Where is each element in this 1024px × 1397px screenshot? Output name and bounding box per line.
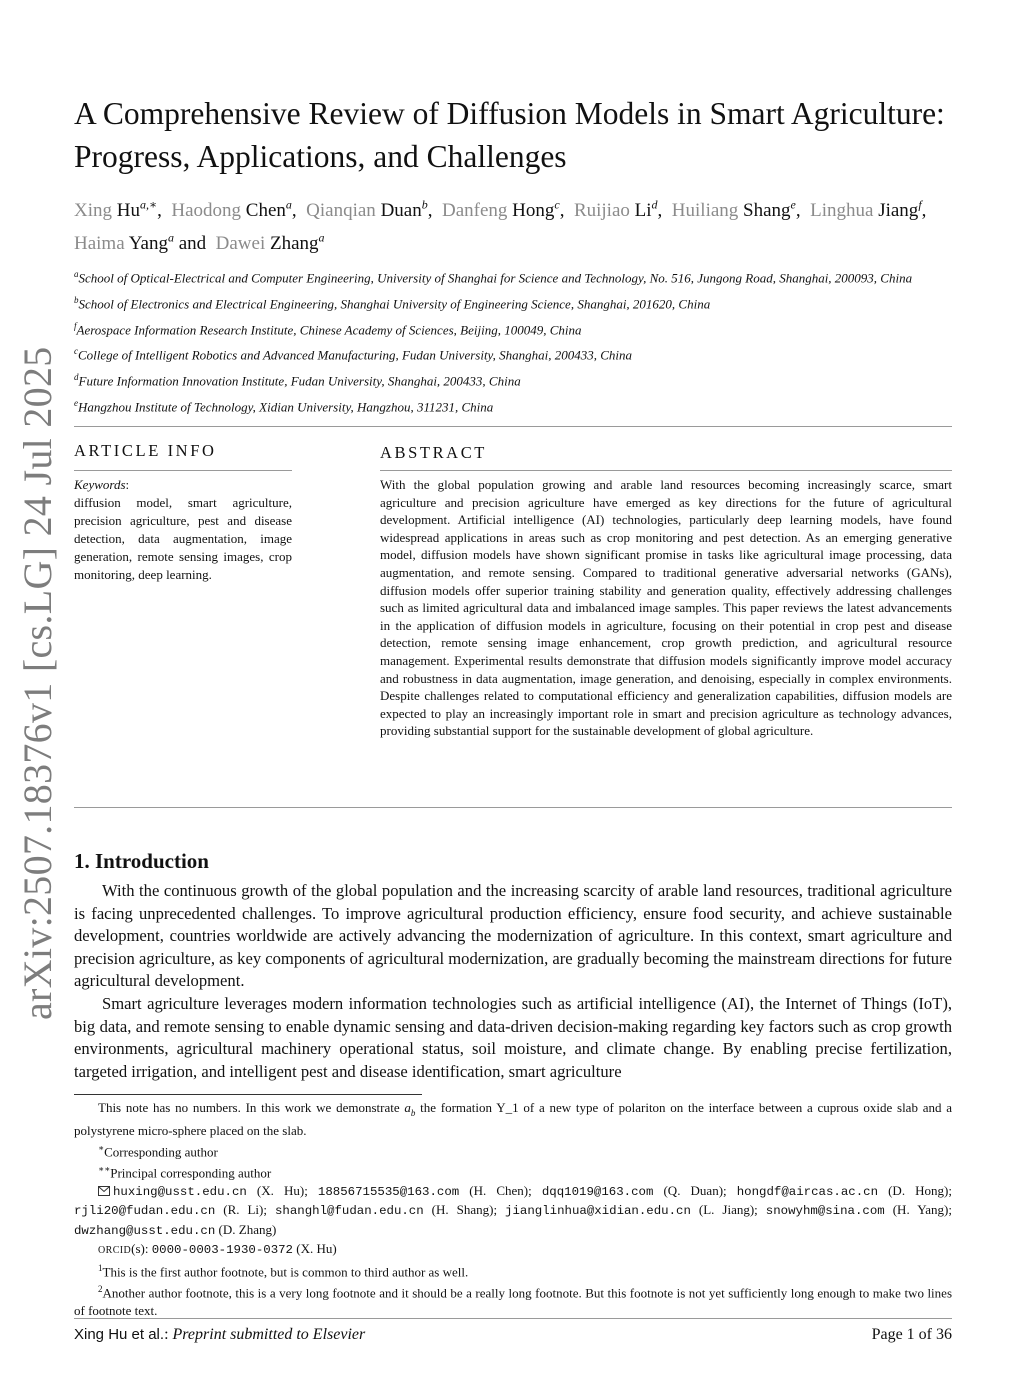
- email-link[interactable]: hongdf@aircas.ac.cn: [736, 1184, 879, 1199]
- article-info-heading: ARTICLE INFO: [74, 441, 217, 460]
- author-name: Haima Yang$^a$ and: [74, 230, 207, 254]
- author-name: Qianqian Duan$^b$,: [306, 198, 433, 222]
- footnotes: [74, 1099, 952, 1319]
- abstract-bottom-divider: [74, 807, 952, 808]
- affiliation: $^a$School of Optical-Electrical and Computer Engineering, University of Shanghai for Science and Technology, No. 516, Jungong Road, Shanghai, 200093, China: [74, 269, 913, 286]
- affiliation: $^f$Aerospace Information Research Institute, Chinese Academy of Sciences, Beijing, 100049, China: [74, 320, 582, 337]
- email-link[interactable]: huxing@usst.edu.cn: [113, 1184, 247, 1199]
- email-link[interactable]: dwzhang@usst.edu.cn: [74, 1223, 216, 1238]
- email-link[interactable]: 18856715535@163.com: [317, 1184, 460, 1199]
- affiliation-list: [74, 265, 954, 420]
- header-divider: [74, 426, 952, 427]
- email-link[interactable]: snowyhm@sina.com: [765, 1204, 885, 1219]
- author-name: Dawei Zhang$^a$: [215, 230, 325, 254]
- intro-paragraph: Smart agriculture leverages modern information technologies such as artificial intelligence (AI), the Internet of Things (IoT), big data, and remote sensing to enable dynamic sensing and data-driven decision-making regarding key factors such as crop growth environments, agricultural machinery operational status, soil moisture, and climate change. By enabling precise fertilization, targeted irrigation, and intelligent pest and disease identification, smart agriculture: [74, 993, 952, 1081]
- arxiv-identifier-stamp: arXiv:2507.18376v1 [cs.LG] 24 Jul 2025: [15, 346, 60, 1020]
- footer-divider: [74, 1318, 952, 1319]
- envelope-icon: [98, 1186, 110, 1196]
- note-corresponding: ∗Corresponding author: [98, 1142, 218, 1160]
- note-unnumbered: This note has no numbers. In this work we demonstrate $a_b$ the formation Y_1 of a new type of polariton on the interface between a cuprous oxide slab and a polystyrene micro-sphere placed on the slab.: [74, 1100, 952, 1139]
- author-list: [74, 192, 964, 257]
- author-name: Xing $Hu^{a,∗}$,: [74, 198, 162, 222]
- keywords-block: Keywords: diffusion model, smart agriculture, precision agriculture, pest and disease detection, data augmentation, image generation, remote sensing images, crop monitoring, deep learning.: [74, 477, 292, 582]
- keywords-text: diffusion model, smart agriculture, precision agriculture, pest and disease detection, data augmentation, image generation, remote sensing images, crop monitoring, deep learning.: [74, 495, 292, 582]
- keywords-label: Keywords: [74, 477, 126, 492]
- abstract-rule: [380, 470, 952, 471]
- article-info-rule: [74, 470, 292, 471]
- footnote-divider: [74, 1094, 422, 1095]
- section-heading-introduction: 1. Introduction: [74, 849, 209, 873]
- affiliation: $^b$School of Electronics and Electrical Engineering, Shanghai University of Engineering Science, Shanghai, 201620, China: [74, 294, 711, 312]
- author-name: Danfeng Hong$^c$,: [441, 198, 565, 222]
- abstract-text: With the global population growing and arable land resources becoming increasingly scarce, smart agriculture and precision agriculture have emerged as key directions for the future of agricultural development. Artificial intelligence (AI) technologies, particularly deep learning models, have found widespread applications in areas such as crop monitoring and pest detection. As an emerging generative model, diffusion models have shown significant promise in tasks like agricultural image processing, data augmentation, and remote sensing. Compared to traditional generative adversarial networks (GANs), diffusion models offer superior training stability and generation quality, effectively addressing challenges such as limited agricultural data and imbalanced image samples. This paper reviews the latest advancements in the application of diffusion models in agriculture, focusing on their potential in crop pest and disease detection, remote sensing image enhancement, crop growth prediction, and agricultural resource management. Experimental results demonstrate that diffusion models significantly improve model accuracy and robustness in data augmentation, image generation, and denoising, especially in complex environments. Despite challenges related to computational efficiency and generalization capabilities, diffusion models are expected to play an increasingly important role in smart and precision agriculture as technology advances, providing substantial support for the sustainable development of global agriculture.: [380, 477, 952, 739]
- paper-title: A Comprehensive Review of Diffusion Models in Smart Agriculture: Progress, Applications, and Challenges: [74, 96, 945, 174]
- email-link[interactable]: shanghl@fudan.edu.cn: [274, 1204, 424, 1219]
- email-list: huxing@usst.edu.cn (X. Hu); 18856715535@163.com (H. Chen); dqq1019@163.com (Q. Duan); hongdf@aircas.ac.cn (D. Hong); rjli20@fudan.edu.cn (R. Li); shanghl@fudan.edu.cn (H. Shang); jianglinhua@xidian.edu.cn (L. Jiang); snowyhm@sina.com (H. Yang); dwzhang@usst.edu.cn (D. Zhang): [74, 1182, 952, 1238]
- introduction-body: [74, 880, 952, 1083]
- author-name: Linghua Jiang$^f$,: [810, 198, 927, 222]
- intro-paragraph: With the continuous growth of the global population and the increasing scarcity of arable land resources, traditional agriculture is facing unprecedented challenges. To improve agricultural production efficiency, ensure food security, and achieve sustainable development, countries worldwide are actively advancing the modernization of agriculture. In this context, smart agriculture and precision agriculture, as key components of agricultural modernization, are gradually becoming the mainstream directions for future agricultural development.: [74, 881, 952, 991]
- orcid-note: ORCID(s): 0000-0003-1930-0372 (X. Hu): [98, 1241, 337, 1258]
- footnote-1: $^1$This is the first author footnote, but is common to third author as well.: [98, 1263, 469, 1280]
- email-link[interactable]: dqq1019@163.com: [541, 1184, 654, 1199]
- affiliation: $^d$Future Information Innovation Institute, Fudan University, Shanghai, 200433, China: [74, 372, 521, 389]
- footnote-2: $^2$Another author footnote, this is a very long footnote and it should be a really long footnote. But this footnote is not yet sufficiently long enough to make two lines of footnote text.: [74, 1283, 952, 1318]
- affiliation: $^e$Hangzhou Institute of Technology, Xidian University, Hangzhou, 311231, China: [74, 398, 494, 415]
- email-link[interactable]: jianglinhua@xidian.edu.cn: [505, 1204, 691, 1219]
- abstract-heading: ABSTRACT: [380, 443, 487, 462]
- author-name: Huiliang Shang$^e$,: [671, 198, 801, 222]
- running-footer: Xing Hu et al.: Preprint submitted to Elsevier: [74, 1326, 366, 1343]
- author-name: Ruijiao Li$^d$,: [573, 198, 663, 222]
- note-principal: ∗∗Principal corresponding author: [98, 1163, 272, 1181]
- email-link[interactable]: rjli20@fudan.edu.cn: [74, 1204, 216, 1219]
- page-number: Page 1 of 36: [871, 1326, 952, 1343]
- author-name: Haodong Chen$^a$,: [171, 198, 297, 222]
- affiliation: $^c$College of Intelligent Robotics and Advanced Manufacturing, Fudan University, Shanghai, 200433, China: [74, 346, 632, 363]
